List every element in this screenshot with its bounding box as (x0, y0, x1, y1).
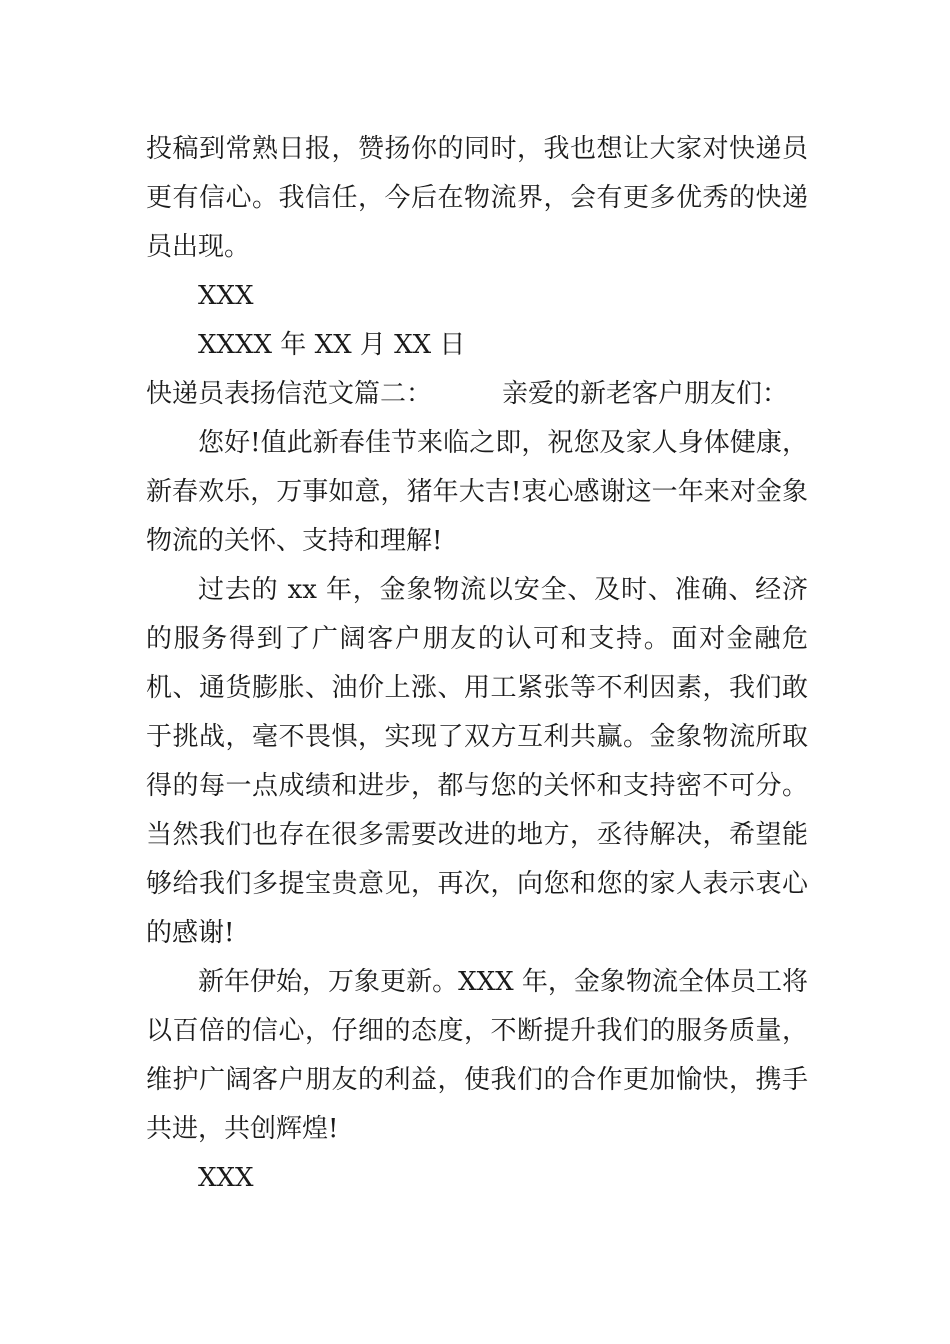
signature: XXX (198, 1163, 254, 1193)
new-year-paragraph: 新年伊始，万象更新。XXX 年，金象物流全体员工将以百倍的信心，仔细的态度，不断提升我们的服务质量，维护广阔客户朋友的利益，使我们的合作更加愉快，携手共进，共创辉煌! (146, 967, 808, 1144)
section-heading (146, 370, 808, 419)
document-body (146, 125, 808, 1203)
salutation: 亲爱的新老客户朋友们： (502, 379, 789, 409)
date-line: XXXX 年 XX 月 XX 日 (198, 330, 466, 360)
greeting-paragraph: 您好!值此新春佳节来临之即，祝您及家人身体健康，新春欢乐，万事如意，猪年大吉!衷心感谢这一年来对金象物流的关怀、支持和理解! (146, 428, 808, 556)
letter-closing-paragraph: 投稿到常熟日报，赞扬你的同时，我也想让大家对快递员更有信心。我信任，今后在物流界，会有更多优秀的快递员出现。 (146, 134, 808, 262)
section-title: 快递员表扬信范文篇二： (146, 379, 433, 409)
signature: XXX (198, 281, 254, 311)
review-paragraph: 过去的 xx 年，金象物流以安全、及时、准确、经济的服务得到了广阔客户朋友的认可和支持。面对金融危机、通货膨胀、油价上涨、用工紧张等不利因素，我们敢于挑战，毫不畏惧，实现了双方互利共赢。金象物流所取得的每一点成绩和进步，都与您的关怀和支持密不可分。当然我们也存在很多需要改进的地方，丞待解决，希望能够给我们多提宝贵意见，再次，向您和您的家人表示衷心的感谢! (146, 575, 808, 948)
